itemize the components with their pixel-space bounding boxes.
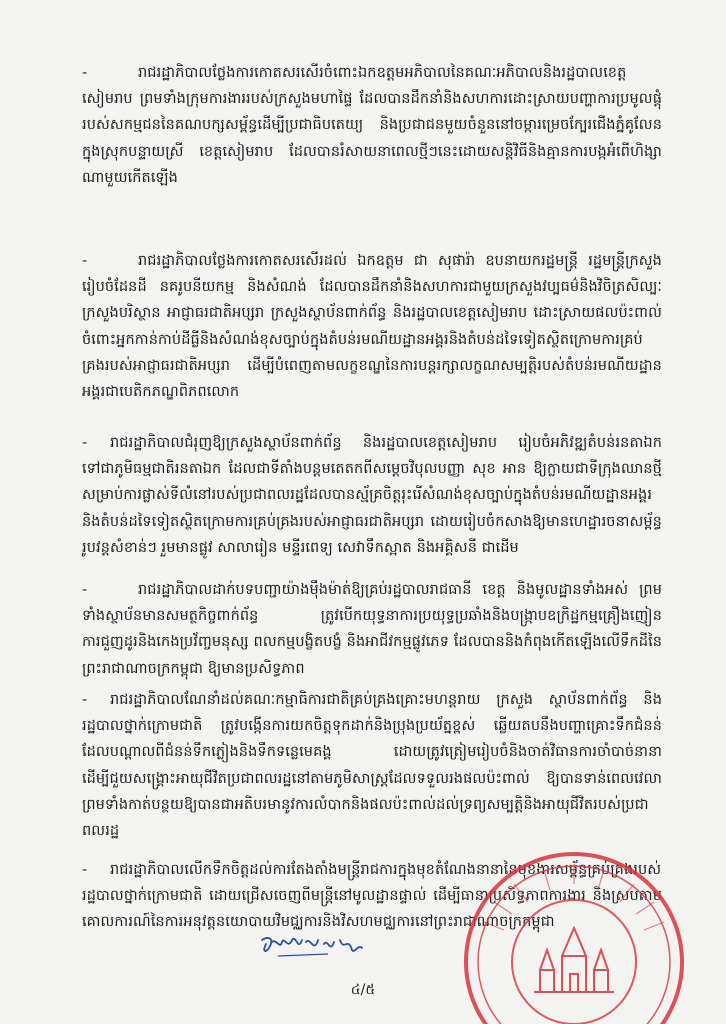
signature bbox=[258, 934, 366, 964]
bullet-2: - bbox=[82, 253, 88, 269]
paragraph-1 bbox=[82, 60, 662, 191]
bullet-5: - bbox=[82, 692, 88, 708]
bullet-6: - bbox=[82, 862, 88, 878]
paragraph-4-text: រាជរដ្ឋាភិបាលដាក់បទបញ្ជាយ៉ាងម៉ឹងម៉ាត់ឱ្យគ្រប់រដ្ឋបាលរាជធានី ខេត្ត និងមូលដ្ឋានទាំងអស់ ព្រមទាំងស្ថាប័នមានសមត្ថកិច្ចពាក់ព័ន្ធ ត្រូវបើកយុទ្ធនាការប្រយុទ្ធប្រឆាំងនិងបង្ក្រាបឧក្រិដ្ឋកម្មគ្រឿងញៀន ការជួញដូរនិងកេងប្រវ័ញ្ចមនុស្ស ពលកម្មបង្ខិតបង្ខំ និងអាជីវកម្មផ្លូវភេទ ដែលបាននិងកំពុងកើតឡើងលើទឹកដីនៃព្រះរាជាណាចក្រកម្ពុជា ឱ្យមានប្រសិទ្ធភាព bbox=[82, 582, 662, 677]
paragraph-5 bbox=[82, 687, 662, 844]
bullet-1: - bbox=[82, 65, 88, 81]
paragraph-1-text: រាជរដ្ឋាភិបាលថ្លែងការកោតសរសើរចំពោះឯកឧត្តមអភិបាលនៃគណៈអភិបាលនិងរដ្ឋបាលខេត្តសៀមរាប ព្រមទាំងក្រុមការងាររបស់ក្រសួងមហាផ្ទៃ ដែលបានដឹកនាំនិងសហការដោះស្រាយបញ្ហាការប្រមូលផ្តុំរបស់សកម្មជននៃគណបក្សសម្ព័ន្ធដើម្បីប្រជាធិបតេយ្យ និងប្រជាជនមួយចំនួននៅចម្ការម្រេចក្បែរជើងភ្នំគូលែន ក្នុងស្រុកបន្ទាយស្រី ខេត្តសៀមរាប ដែលបានរំសាយនាពេលថ្មីៗនេះដោយសន្តិវិធីនិងគ្មានការបង្កអំពើហិង្សាណាមួយកើតឡើង bbox=[82, 65, 662, 186]
paragraph-6-text: រាជរដ្ឋាភិបាលលើកទឹកចិត្តដល់ការតែងតាំងមន្ត្រីរាជការក្នុងមុខតំណែងនានានៃមុខងារសម្ព័ន្ធគ្រប់គ្រងរបស់រដ្ឋបាលថ្នាក់ក្រោមជាតិ ដោយជ្រើសចេញពីមន្ត្រីនៅមូលដ្ឋានផ្ទាល់ ដើម្បីធានាប្រសិទ្ធភាពការងារ និងស្របតាមគោលការណ៍នៃការអនុវត្តនយោបាយវិមជ្ឈការនិងវិសហមជ្ឈការនៅព្រះរាជាណាចក្រកម្ពុជា bbox=[82, 862, 662, 931]
paragraph-3 bbox=[82, 430, 662, 561]
page-number: ៤/៥ bbox=[350, 982, 376, 998]
paragraph-2-text: រាជរដ្ឋាភិបាលថ្លែងការកោតសរសើរដល់ ឯកឧត្តម ជា សុផារ៉ា ឧបនាយករដ្ឋមន្ត្រី រដ្ឋមន្ត្រីក្រសួងរៀបចំដែនដី នគរូបនីយកម្ម និងសំណង់ ដែលបានដឹកនាំនិងសហការជាមួយក្រសួងវប្បធម៌និងវិចិត្រសិល្បៈ ក្រសួងបរិស្ថាន អាជ្ញាធរជាតិអប្សរា ក្រសួងស្ថាប័នពាក់ព័ន្ធ និងរដ្ឋបាលខេត្តសៀមរាប ដោះស្រាយផលប៉ះពាល់ចំពោះអ្នកកាន់កាប់ដីធ្លីនិងសំណង់ខុសច្បាប់ក្នុងតំបន់រមណីយដ្ឋានអង្គរនិងតំបន់ដទៃទៀតស្ថិតក្រោមការគ្រប់គ្រងរបស់អាជ្ញាធរជាតិអប្សរា ដើម្បីបំពេញតាមលក្ខខណ្ឌនៃការបន្តរក្សាលក្ខណសម្បត្តិរបស់តំបន់រមណីយដ្ឋានអង្គរជាបេតិកភណ្ឌពិភពលោក bbox=[82, 253, 662, 401]
paragraph-3-text: រាជរដ្ឋាភិបាលជំរុញឱ្យក្រសួងស្ថាប័នពាក់ព័ន្ធ និងរដ្ឋបាលខេត្តសៀមរាប រៀបចំអភិវឌ្ឍតំបន់រនតាឯក ទៅជាភូមិធម្មជាតិរនតាឯក ដែលជាទីតាំងបន្តមតេតកពីសម្តេចវិបុលបញ្ញា សុខ អាន ឱ្យក្លាយជាទីក្រុងឈានថ្មីសម្រាប់ការផ្លាស់ទីលំនៅរបស់ប្រជាពលរដ្ឋដែលបានស្ម័គ្រចិត្តរុះរើសំណង់ខុសច្បាប់ក្នុងតំបន់រមណីយដ្ឋានអង្គរនិងតំបន់ដទៃទៀតស្ថិតក្រោមការគ្រប់គ្រងរបស់អាជ្ញាធរជាតិអប្សរា ដោយរៀបចំកសាងឱ្យមានហេដ្ឋារចនាសម្ព័ន្ធរូបវន្តសំខាន់ៗ រួមមានផ្លូវ សាលារៀន មន្ទីរពេទ្យ សេវាទឹកស្អាត និងអគ្គិសនី ជាដើម bbox=[82, 435, 662, 556]
paragraph-5-text: រាជរដ្ឋាភិបាលណែនាំដល់គណៈកម្មាធិការជាតិគ្រប់គ្រងគ្រោះមហន្តរាយ ក្រសួង ស្ថាប័នពាក់ព័ន្ធ និងរដ្ឋបាលថ្នាក់ក្រោមជាតិ ត្រូវបង្កើនការយកចិត្តទុកដាក់និងប្រុងប្រយ័ត្នខ្ពស់ ឆ្លើយតបនឹងបញ្ហាគ្រោះទឹកជំនន់ដែលបណ្តាលពីជំនន់ទឹកភ្លៀងនិងទឹកទន្លេមេគង្គ ដោយត្រូវត្រៀមរៀបចំនិងចាត់វិធានការចាំបាច់នានាដើម្បីជួយសង្គ្រោះអាយុជីវិតប្រជាពលរដ្ឋនៅតាមភូមិសាស្ត្រដែលទទួលរងផលប៉ះពាល់ ឱ្យបានទាន់ពេលវេលា ព្រមទាំងកាត់បន្ថយឱ្យបានជាអតិបរមានូវការលំបាកនិងផលប៉ះពាល់ដល់ទ្រព្យសម្បត្តិនិងអាយុជីវិតរបស់ប្រជាពលរដ្ឋ bbox=[82, 692, 662, 840]
paragraph-2 bbox=[82, 248, 662, 405]
paragraph-4 bbox=[82, 577, 662, 682]
bullet-4: - bbox=[82, 582, 88, 598]
bullet-3: - bbox=[82, 435, 88, 451]
